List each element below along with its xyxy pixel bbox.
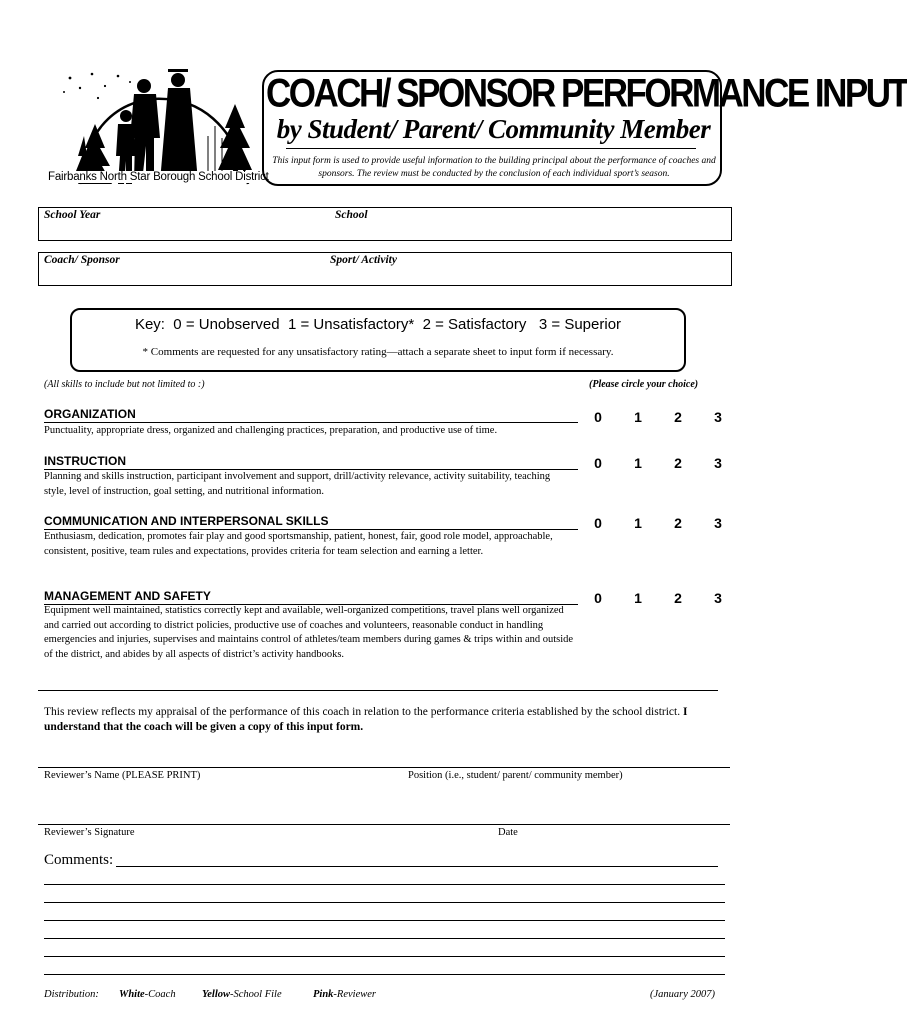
copy-color: Yellow — [202, 989, 230, 1000]
review-acknowledgement: I understand that the coach will be given a copy of this input form. — [44, 706, 688, 733]
school-year-row[interactable] — [38, 207, 732, 241]
reviewer-name-label: Reviewer’s Name (PLEASE PRINT) — [44, 770, 201, 781]
skills-hint: (All skills to include but not limited to :) — [44, 379, 205, 390]
copy-recipient: -Coach — [144, 989, 176, 1000]
section-management-title: MANAGEMENT AND SAFETY — [44, 589, 578, 605]
rating-option[interactable]: 3 — [714, 590, 722, 606]
rating-key-note: * Comments are requested for any unsatisfactory rating—attach a separate sheet to input form if necessary. — [142, 346, 614, 358]
copy-color: Pink — [313, 989, 334, 1000]
district-name: Fairbanks North Star Borough School District — [48, 171, 269, 183]
section-organization-desc: Punctuality, appropriate dress, organized and challenging practices, preparation, and productive use of time. — [44, 425, 498, 436]
distribution-pink — [313, 989, 376, 1000]
comment-line[interactable] — [44, 956, 725, 957]
section-organization-title: ORGANIZATION — [44, 407, 578, 423]
copy-color: White — [119, 989, 145, 1000]
section-communication-title: COMMUNICATION AND INTERPERSONAL SKILLS — [44, 514, 578, 530]
coach-sponsor-label: Coach/ Sponsor — [44, 254, 120, 266]
form-title: COACH/ SPONSOR PERFORMANCE INPUT — [266, 71, 907, 116]
name-line[interactable] — [38, 767, 730, 768]
rating-option[interactable]: 0 — [594, 409, 602, 425]
section-divider — [38, 690, 718, 691]
comments-label: Comments: — [44, 852, 114, 868]
date-label: Date — [498, 827, 518, 838]
rating-option[interactable]: 2 — [674, 590, 682, 606]
rating-option[interactable]: 1 — [634, 409, 642, 425]
rating-option[interactable]: 0 — [594, 515, 602, 531]
distribution-white — [119, 989, 176, 1000]
comment-line[interactable] — [44, 938, 725, 939]
comment-line[interactable] — [44, 920, 725, 921]
reviewer-signature-label: Reviewer’s Signature — [44, 827, 135, 838]
sport-activity-label: Sport/ Activity — [330, 254, 397, 266]
rating-option[interactable]: 1 — [634, 590, 642, 606]
comment-line[interactable] — [44, 974, 725, 975]
rating-options-management — [588, 590, 728, 606]
rating-options-organization — [588, 409, 728, 425]
rating-option[interactable]: 1 — [634, 455, 642, 471]
position-label: Position (i.e., student/ parent/ community member) — [408, 770, 623, 781]
rating-option[interactable]: 2 — [674, 409, 682, 425]
circle-hint: (Please circle your choice) — [589, 379, 699, 390]
rating-option[interactable]: 3 — [714, 409, 722, 425]
comment-line[interactable] — [44, 884, 725, 885]
revision-date: (January 2007) — [650, 989, 716, 1000]
rating-option[interactable]: 2 — [674, 515, 682, 531]
title-divider — [286, 148, 696, 149]
section-instruction-title: INSTRUCTION — [44, 454, 578, 470]
school-year-label: School Year — [44, 209, 101, 221]
form-subtitle: by Student/ Parent/ Community Member — [276, 114, 711, 144]
comment-line[interactable] — [116, 866, 718, 867]
rating-option[interactable]: 1 — [634, 515, 642, 531]
section-instruction-desc: Planning and skills instruction, participant involvement and support, drill/activity relevance, activity suitability, teaching style, level of instruction, goal setting, and nutritional information. — [44, 471, 551, 497]
copy-recipient: -Reviewer — [333, 989, 376, 1000]
section-management-desc: Equipment well maintained, statistics correctly kept and available, well-organized competitions, travel plans well organized and carried out according to district policies, productive use of coaches and volunteers, reasonable conduct in handling emergencies and injuries, supervises and maintains control of athletes/team members during games & trips within and outside of the district, and abides by all aspects of district’s activity handbooks. — [44, 605, 574, 660]
distribution-label: Distribution: — [44, 989, 99, 1000]
rating-option[interactable]: 2 — [674, 455, 682, 471]
rating-options-communication — [588, 515, 728, 531]
distribution-yellow — [202, 989, 282, 1000]
review-text: This review reflects my appraisal of the performance of this coach in relation to the performance criteria established by the school district. — [44, 706, 681, 718]
rating-key: Key: 0 = Unobserved 1 = Unsatisfactory* 2 = Satisfactory 3 = Superior — [134, 316, 622, 333]
signature-line[interactable] — [38, 824, 730, 825]
school-label: School — [335, 209, 368, 221]
form-intro: This input form is used to provide useful information to the building principal about the performance of coaches and sponsors. The review must be conducted by the conclusion of each individual sport’s season. — [272, 156, 716, 179]
rating-options-instruction — [588, 455, 728, 471]
review-statement — [44, 705, 724, 735]
comment-line[interactable] — [44, 902, 725, 903]
rating-option[interactable]: 0 — [594, 590, 602, 606]
section-communication-desc: Enthusiasm, dedication, promotes fair play and good sportsmanship, patient, honest, fair, good role model, approachable, consistent, positive, team rules and expectations, provides criteria for team selection and earning a letter. — [44, 531, 553, 557]
rating-option[interactable]: 3 — [714, 515, 722, 531]
rating-option[interactable]: 3 — [714, 455, 722, 471]
copy-recipient: -School File — [230, 989, 282, 1000]
rating-option[interactable]: 0 — [594, 455, 602, 471]
